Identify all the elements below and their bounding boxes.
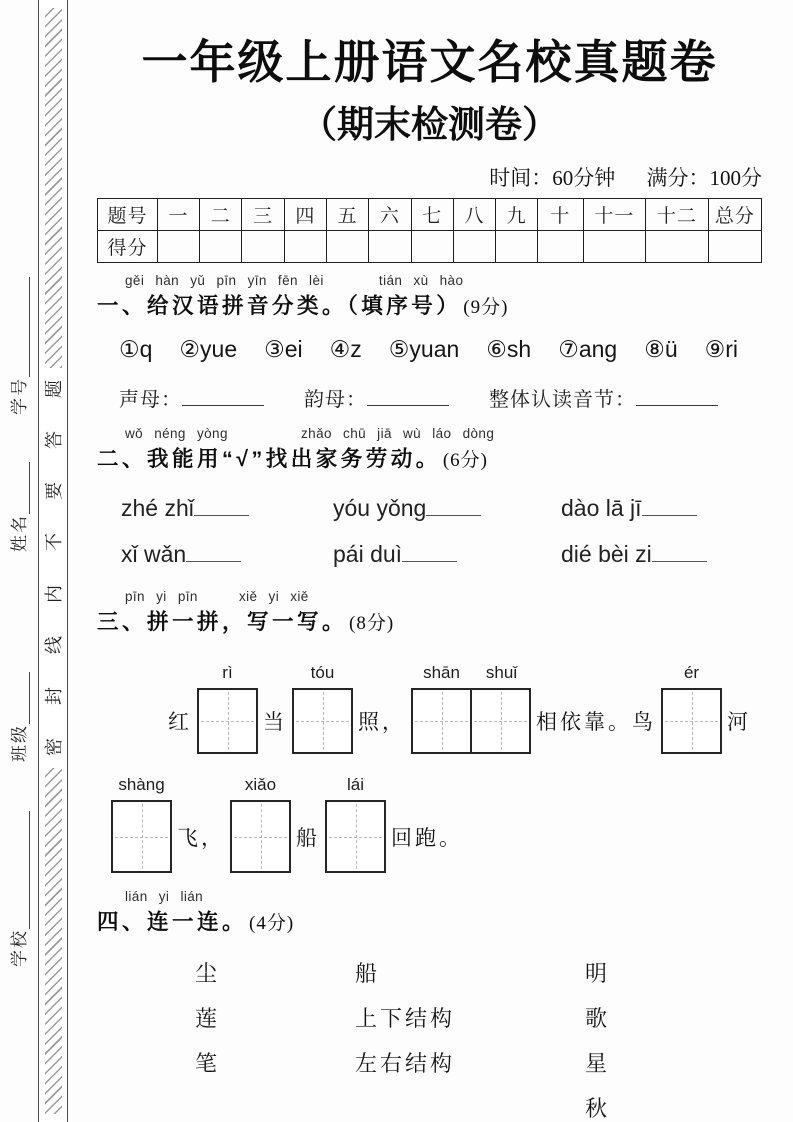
q4-left-item: 星 (585, 1051, 608, 1076)
score-input-cell (284, 231, 326, 263)
full-score: 满分：100分 (646, 166, 762, 190)
question-3 (97, 589, 762, 873)
q1-pinyin-a: gěi hàn yǔ pīn yīn fēn lèi (125, 273, 324, 288)
tianzige-box (661, 688, 722, 754)
score-input-cell (453, 231, 495, 263)
pinyin-label: shàng (118, 775, 165, 794)
q3-text-token: 相依靠。鸟 (536, 710, 656, 734)
q1-option: ⑦ang (558, 336, 618, 362)
score-input-cell (242, 231, 284, 263)
pinyin-label: xiǎo (244, 775, 277, 794)
score-table-col: 十 (538, 199, 583, 231)
q3-line-1 (163, 663, 762, 754)
blank-line (402, 544, 457, 562)
q2-heading (97, 442, 762, 473)
score-label-cell: 得分 (98, 231, 158, 263)
paper-title: 一年级上册语文名校真题卷 (141, 37, 718, 88)
blank-line (16, 277, 30, 377)
score-table-score-row (98, 231, 762, 263)
q1-option: ③ei (264, 336, 303, 362)
q3-text-token: 当 (263, 710, 287, 734)
q3-text-token: 飞， (177, 825, 225, 850)
pinyin-label: tóu (310, 663, 335, 682)
q4-pinyin (125, 889, 762, 904)
tianzige-box (411, 688, 472, 754)
q2-item-pinyin: pái duì (333, 540, 403, 567)
field-name (10, 452, 30, 552)
q3-pinyin-a: pīn yi pīn (125, 589, 198, 604)
score-table-col: 题号 (98, 199, 158, 231)
question-2 (97, 426, 762, 577)
q1-options (119, 336, 762, 363)
q1-option: ⑥sh (486, 336, 532, 362)
q4-left-item: 船 (355, 961, 378, 986)
q1-pinyin-b: tián xù hào (378, 273, 464, 288)
blank-line (636, 390, 718, 406)
q4-heading-text: 四、连一连。 (97, 910, 248, 934)
score-input-cell (369, 231, 411, 263)
seal-hatch-bottom (45, 768, 62, 1114)
q2-item (121, 495, 333, 522)
q3-line-2 (111, 775, 762, 873)
tianzige-box (230, 800, 291, 873)
q1-option: ④z (329, 336, 362, 362)
field-student-number-label: 学号 (10, 377, 29, 415)
q2-item (121, 541, 333, 568)
q3-text-token: 船 (296, 825, 320, 850)
q1-option: ⑧ü (644, 336, 678, 362)
seal-strip (38, 0, 68, 1122)
q4-pinyin-a: lián yi lián (125, 889, 204, 904)
tianzige-box (470, 688, 531, 754)
q1-pinyin (125, 273, 762, 288)
q2-item-pinyin: xǐ wǎn (121, 540, 187, 567)
field-school-label: 学校 (10, 929, 29, 967)
q1-blank-whole-syllables (489, 383, 718, 412)
q2-item-pinyin: yóu yǒng (333, 494, 427, 521)
q1-heading (97, 289, 762, 320)
score-input-cell (583, 231, 646, 263)
field-school (10, 797, 30, 967)
q3-text-token: 红 (168, 710, 192, 734)
score-table-col: 七 (411, 199, 453, 231)
q3-text-token: 河 (727, 710, 751, 734)
q4-right-item: 明 (585, 961, 608, 986)
score-input-cell (411, 231, 453, 263)
time-limit: 时间：60分钟 (489, 166, 616, 190)
blank-line (652, 544, 707, 562)
q1-blank-label: 整体认读音节： (489, 389, 636, 411)
question-4 (97, 889, 762, 1122)
seal-hatch-top (45, 8, 62, 368)
q1-option: ⑨ri (704, 336, 739, 362)
q2-item (561, 495, 762, 522)
q3-heading (97, 605, 762, 636)
q3-heading-text: 三、拼一拼，写一写。 (97, 610, 348, 634)
q4-left-item: 歌 (585, 1006, 608, 1031)
q4-right-item: 秋 (585, 1096, 608, 1121)
tianzige-box (292, 688, 353, 754)
q4-left-item: 尘 (195, 961, 218, 986)
blank-line (182, 390, 264, 406)
score-table (97, 198, 762, 263)
score-input-cell (538, 231, 583, 263)
tianzige-double-group (411, 663, 531, 754)
blank-line (426, 498, 481, 516)
score-table-header-row (98, 199, 762, 231)
score-table-col: 五 (326, 199, 368, 231)
blank-line (367, 390, 449, 406)
q4-structure-label: 左右结构 (355, 1051, 456, 1076)
q2-item-pinyin: zhé zhǐ (121, 494, 194, 521)
q3-pinyin-b: xiě yi xiě (238, 589, 309, 604)
q2-item (561, 541, 762, 568)
tianzige-box (111, 800, 172, 873)
score-input-cell (496, 231, 538, 263)
q1-blank-label: 韵母： (304, 389, 367, 411)
q1-answer-blanks (119, 383, 762, 412)
blank-line (16, 672, 30, 724)
q2-item-pinyin: dào lā jī (561, 494, 642, 521)
q2-items (121, 485, 762, 577)
seal-char: 密 (44, 737, 64, 756)
tianzige-group (230, 775, 291, 873)
seal-char: 题 (44, 380, 64, 398)
q4-right-item: 笔 (195, 1051, 218, 1076)
tianzige-group (111, 775, 172, 873)
score-input-cell (200, 231, 242, 263)
q2-item (333, 541, 561, 568)
seal-char: 封 (44, 686, 64, 705)
q2-item-pinyin: dié bèi zi (561, 540, 652, 567)
score-input-cell (326, 231, 368, 263)
q3-score: (8分) (349, 613, 395, 634)
score-table-col: 四 (284, 199, 326, 231)
pinyin-label: shuǐ (485, 663, 518, 682)
q1-heading-text: 一、给汉语拼音分类。（填序号） (97, 294, 462, 318)
field-class-label: 班级 (10, 724, 29, 762)
q4-matching (195, 950, 762, 1122)
field-student-number (10, 265, 30, 415)
q1-option: ①q (119, 336, 153, 362)
q4-right-item: 莲 (195, 1006, 218, 1031)
seal-margin (0, 0, 38, 1122)
score-table-col: 六 (369, 199, 411, 231)
seal-char: 答 (44, 431, 64, 450)
q2-score: (6分) (442, 450, 488, 471)
pinyin-label: ér (683, 663, 700, 682)
score-table-col: 一 (157, 199, 199, 231)
blank-line (186, 544, 241, 562)
score-input-cell (646, 231, 709, 263)
score-input-cell (708, 231, 761, 263)
tianzige-box (325, 800, 386, 873)
question-1 (97, 273, 762, 412)
tianzige-group (661, 663, 722, 754)
pinyin-label: lái (346, 775, 365, 794)
tianzige-group (325, 775, 386, 873)
score-input-cell (157, 231, 199, 263)
tianzige-group (472, 663, 531, 754)
score-table-col: 八 (453, 199, 495, 231)
seal-char: 要 (44, 482, 64, 501)
blank-line (642, 498, 697, 516)
q3-pinyin (125, 589, 762, 604)
score-table-col: 二 (200, 199, 242, 231)
q1-score: (9分) (463, 297, 509, 318)
q1-option: ⑤yuan (388, 336, 460, 362)
q1-blank-finals (304, 383, 449, 412)
tianzige-box (197, 688, 258, 754)
seal-char: 内 (44, 584, 64, 603)
field-name-label: 姓名 (10, 514, 29, 552)
score-table-col: 十二 (646, 199, 709, 231)
seal-strip-text (44, 368, 62, 768)
score-table-col: 三 (242, 199, 284, 231)
blank-line (16, 811, 30, 929)
score-table-col: 总分 (708, 199, 761, 231)
seal-char: 线 (44, 635, 64, 654)
q4-heading (97, 905, 762, 936)
pinyin-label: rì (222, 663, 233, 682)
q2-heading-text: 二、我能用“√”找出家务劳动。 (97, 447, 441, 471)
tianzige-group (197, 663, 258, 754)
tianzige-group (292, 663, 353, 754)
q2-item (333, 495, 561, 522)
blank-line (16, 462, 30, 514)
q4-structure-label: 上下结构 (355, 1006, 456, 1031)
q3-text-token: 照， (358, 710, 406, 734)
tianzige-group (411, 663, 472, 754)
q1-blank-initials (119, 383, 264, 412)
q3-text-token: 回跑。 (391, 825, 463, 850)
q1-option: ②yue (179, 336, 238, 362)
blank-line (194, 498, 249, 516)
seal-char: 不 (44, 533, 64, 552)
score-table-col: 十一 (583, 199, 646, 231)
q2-pinyin (125, 426, 762, 441)
q1-blank-label: 声母： (119, 389, 182, 411)
pinyin-label: shān (423, 663, 460, 682)
paper-content (97, 0, 762, 1122)
exam-meta (97, 162, 762, 192)
q2-pinyin-a: wǒ néng yòng (125, 426, 228, 441)
q4-score: (4分) (249, 913, 295, 934)
score-table-col: 九 (496, 199, 538, 231)
q2-pinyin-b: zhǎo chū jiā wù láo dòng (301, 426, 495, 441)
field-class (10, 662, 30, 762)
paper-subtitle: （期末检测卷） (300, 105, 559, 146)
